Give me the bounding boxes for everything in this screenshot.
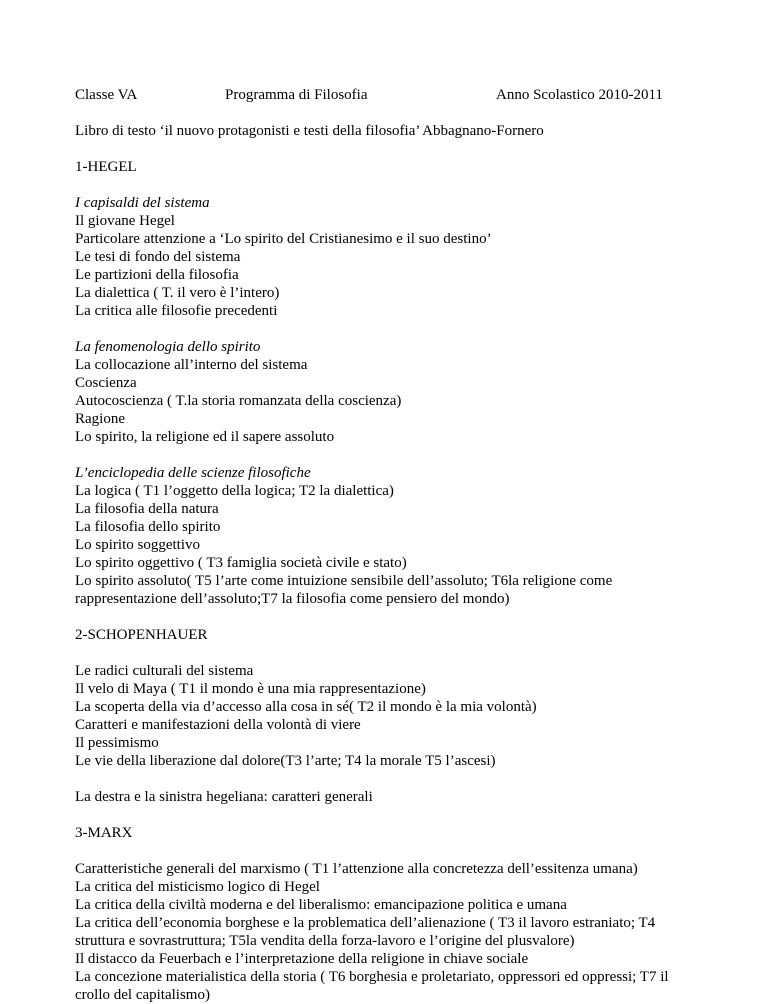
list-item: Caratteri e manifestazioni della volontà di viere: [75, 717, 361, 733]
section-title-schopenhauer: 2-SCHOPENHAUER: [75, 627, 208, 643]
list-item: La collocazione all’interno del sistema: [75, 357, 308, 373]
list-item: La critica alle filosofie precedenti: [75, 303, 278, 319]
list-item: La filosofia dello spirito: [75, 519, 221, 535]
list-item: La logica ( T1 l’oggetto della logica; T2 la dialettica): [75, 483, 394, 499]
document-header: [75, 86, 715, 104]
list-item: Caratteristiche generali del marxismo ( T1 l’attenzione alla concretezza dell’essitenza umana): [75, 861, 638, 877]
subsection-heading: I capisaldi del sistema: [75, 195, 210, 211]
list-item: Il giovane Hegel: [75, 213, 175, 229]
textbook-line: Libro di testo ‘il nuovo protagonisti e testi della filosofia’ Abbagnano-Fornero: [75, 123, 544, 139]
section-title-marx: 3-MARX: [75, 825, 133, 841]
list-item: La scoperta della via d’accesso alla cosa in sé( T2 il mondo è la mia volontà): [75, 699, 537, 715]
list-item: Autocoscienza ( T.la storia romanzata della coscienza): [75, 393, 402, 409]
list-item: Le vie della liberazione dal dolore(T3 l’arte; T4 la morale T5 l’ascesi): [75, 753, 496, 769]
document-body: [75, 86, 715, 1004]
list-item: Lo spirito oggettivo ( T3 famiglia società civile e stato): [75, 555, 407, 571]
section-title-hegel: 1-HEGEL: [75, 159, 137, 175]
list-item: Lo spirito assoluto( T5 l’arte come intuizione sensibile dell’assoluto; T6la religione come: [75, 573, 613, 589]
list-item: Ragione: [75, 411, 125, 427]
list-item: La critica dell’economia borghese e la problematica dell’alienazione ( T3 il lavoro estraniato; T4: [75, 915, 656, 931]
subsection-heading: La fenomenologia dello spirito: [75, 339, 261, 355]
list-item: La concezione materialistica della storia ( T6 borghesia e proletariato, oppressori ed oppressi; T7 il: [75, 969, 669, 985]
list-item: Il distacco da Feuerbach e l’interpretazione della religione in chiave sociale: [75, 951, 529, 967]
list-item-continuation: struttura e sovrastruttura; T5la vendita della forza-lavoro e l’origine del plusvalore): [75, 933, 575, 949]
class-label: Classe VA: [75, 87, 138, 103]
list-item: Coscienza: [75, 375, 137, 391]
list-item: Lo spirito soggettivo: [75, 537, 200, 553]
list-item: Le partizioni della filosofia: [75, 267, 239, 283]
list-item-continuation: crollo del capitalismo): [75, 987, 210, 1003]
list-item: La dialettica ( T. il vero è l’intero): [75, 285, 280, 301]
list-item: Particolare attenzione a ‘Lo spirito del Cristianesimo e il suo destino’: [75, 231, 492, 247]
subsection-heading: L’enciclopedia delle scienze filosofiche: [75, 465, 311, 481]
list-item-continuation: rappresentazione dell’assoluto;T7 la filosofia come pensiero del mondo): [75, 591, 510, 607]
list-item: Le radici culturali del sistema: [75, 663, 254, 679]
hegelian-left-right-line: La destra e la sinistra hegeliana: caratteri generali: [75, 789, 373, 805]
program-title: Programma di Filosofia: [225, 87, 368, 103]
list-item: Le tesi di fondo del sistema: [75, 249, 241, 265]
list-item: La critica della civiltà moderna e del liberalismo: emancipazione politica e umana: [75, 897, 567, 913]
school-year: Anno Scolastico 2010-2011: [496, 87, 663, 103]
list-item: Lo spirito, la religione ed il sapere assoluto: [75, 429, 335, 445]
list-item: La filosofia della natura: [75, 501, 219, 517]
list-item: Il velo di Maya ( T1 il mondo è una mia rappresentazione): [75, 681, 426, 697]
list-item: Il pessimismo: [75, 735, 159, 751]
list-item: La critica del misticismo logico di Hegel: [75, 879, 320, 895]
